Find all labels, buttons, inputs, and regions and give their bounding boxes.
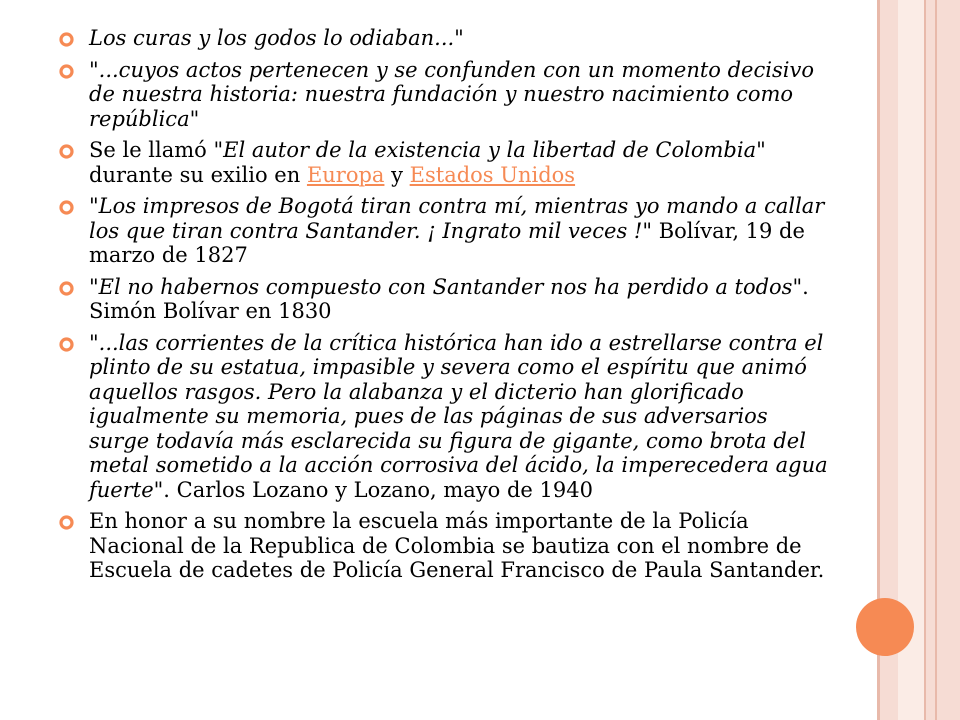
bullet-text <box>89 58 814 131</box>
slide-content <box>58 26 833 590</box>
bullet-text <box>89 138 766 187</box>
bullet-text <box>89 509 824 582</box>
bullet-circle-icon <box>58 199 75 216</box>
link-europa[interactable]: Europa <box>306 162 385 187</box>
body-text: Bolívar, 19 de marzo de 1827 <box>89 218 805 267</box>
bullet-circle-icon <box>58 143 75 160</box>
bullet-list <box>58 26 833 583</box>
bullet-circle-icon <box>58 31 75 48</box>
quote-text: Los curas y los godos lo odiaban..." <box>89 26 464 50</box>
body-text: y <box>384 162 410 187</box>
body-text: . Simón Bolívar en 1830 <box>89 274 809 323</box>
quote-text: "El no habernos compuesto con Santander nos ha perdido a todos" <box>89 274 803 299</box>
body-text: En honor a su nombre la escuela más importante de la Policía Nacional de la Republica de Colombia se bautiza con el nombre de Escuela de cadetes de Policía General Francisco de Paula Santander. <box>89 509 825 582</box>
quote-text: "Los impresos de Bogotá tiran contra mí, mientras yo mando a callar los que tiran contra Santander. ¡ Ingrato mil veces !" <box>89 194 825 243</box>
bullet-circle-icon <box>58 336 75 353</box>
bullet-item <box>58 138 833 187</box>
bullet-text <box>89 275 809 324</box>
quote-text: "El autor de la existencia y la libertad de Colombia" <box>213 138 766 162</box>
body-text: . Carlos Lozano y Lozano, mayo de 1940 <box>163 477 593 502</box>
bullet-circle-icon <box>58 514 75 531</box>
quote-text: "...las corrientes de la crítica histórica han ido a estrellarse contra el plinto de su estatua, impasible y severa como el espíritu que animó aquellos rasgos. Pero la alabanza y el dicterio han glorificado igualmente su memoria, pues de las páginas de sus adversarios surge todavía más esclarecida su figura de gigante, como brota del metal sometido a la acción corrosiva del ácido, la imperecedera agua fuerte" <box>89 330 828 502</box>
bullet-circle-icon <box>58 280 75 297</box>
stripe-pink <box>926 0 935 720</box>
body-text: Se le llamó <box>89 138 214 162</box>
bullet-text <box>89 194 824 267</box>
body-text: durante su exilio en <box>89 162 307 187</box>
bullet-circle-icon <box>58 63 75 80</box>
bullet-item <box>58 331 833 503</box>
bullet-text <box>89 26 464 50</box>
bullet-item <box>58 58 833 132</box>
accent-circle-decoration <box>856 598 914 656</box>
stripe-pink <box>937 0 960 720</box>
bullet-text <box>89 331 828 502</box>
link-estados-unidos[interactable]: Estados Unidos <box>409 162 576 187</box>
bullet-item <box>58 275 833 324</box>
bullet-item <box>58 26 833 51</box>
bullet-item <box>58 194 833 268</box>
quote-text: "...cuyos actos pertenecen y se confunden con un momento decisivo de nuestra historia: nuestra fundación y nuestro nacimiento como república" <box>89 57 814 131</box>
bullet-item <box>58 509 833 583</box>
